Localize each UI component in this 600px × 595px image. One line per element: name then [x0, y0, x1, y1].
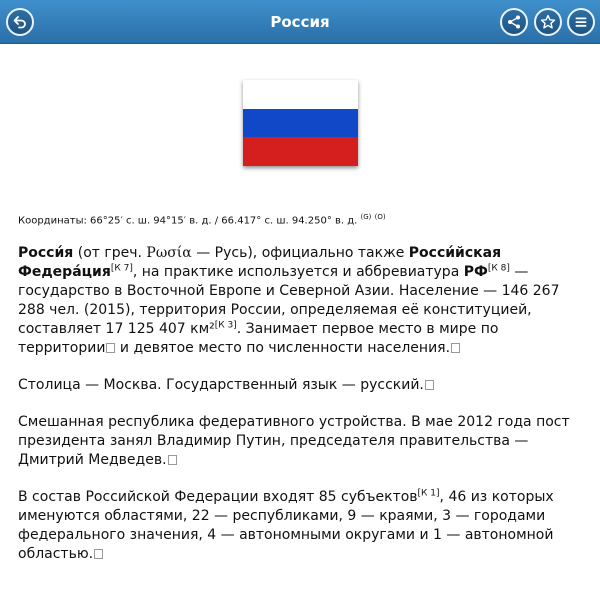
- greek-word: Ρωσία: [146, 245, 192, 261]
- footnote-ref[interactable]: [К 7]: [110, 263, 133, 274]
- text-span: — Русь), официально также: [191, 245, 409, 261]
- text-span: Смешанная республика федеративного устройства. В мае 2012 года пост президента занял Владимир Путин, председателя правительства — Дмитрий Медведев.: [18, 414, 570, 468]
- text-span: и девятое место по численности населения.: [115, 340, 451, 356]
- menu-icon: [573, 14, 589, 30]
- missing-glyph-box: [425, 380, 434, 390]
- article-paragraph-subjects: [18, 488, 583, 564]
- flag-stripe-white: [243, 80, 358, 109]
- text-span: — государство в Восточной Европе и Северной Азии. Население — 146 267 288 чел. (2015), территория России, определяемая её конституцией, составляет 17 125 407 км²: [18, 264, 560, 337]
- missing-glyph-box: [168, 455, 177, 465]
- missing-glyph-box: [94, 549, 103, 559]
- footnote-ref[interactable]: [К 1]: [417, 488, 440, 499]
- star-icon: [540, 14, 556, 30]
- term-official-name: Росси́йская Федера́ция: [18, 245, 502, 280]
- menu-button[interactable]: [567, 8, 595, 36]
- coordinates-google-link[interactable]: (G): [360, 213, 372, 221]
- share-icon: [506, 14, 522, 30]
- coordinates-osm-link[interactable]: (O): [374, 213, 386, 221]
- coordinates-label: Координаты:: [18, 215, 87, 227]
- russia-flag-image: [243, 80, 358, 166]
- coordinates-separator: /: [211, 215, 222, 227]
- coordinates-line: [18, 213, 386, 226]
- text-span: В состав Российской Федерации входят 85 субъектов: [18, 489, 418, 505]
- term-rf: РФ: [463, 264, 488, 280]
- favorite-button[interactable]: [534, 8, 562, 36]
- text-span: . Занимает первое место в мире по территории: [18, 321, 499, 356]
- text-span: , 46 из которых именуются областями, 22 — республиками, 9 — краями, 3 — городами федерального значения, 4 — автономными округами и 1 — автономной областью.: [18, 489, 554, 562]
- term-rossiya: Росси́я: [18, 245, 74, 261]
- coordinates-decimal[interactable]: 66.417° с. ш. 94.250° в. д.: [221, 215, 358, 227]
- article-paragraph-capital: [18, 376, 583, 395]
- top-app-bar: [0, 0, 600, 44]
- missing-glyph-box: [451, 343, 460, 353]
- text-span: (от греч.: [73, 245, 147, 261]
- flag-stripe-blue: [243, 109, 358, 138]
- text-span: Столица — Москва. Государственный язык — русский.: [18, 377, 424, 393]
- footnote-ref[interactable]: [К 3]: [214, 320, 237, 331]
- article-paragraph-government: [18, 413, 583, 470]
- text-span: , на практике используется и аббревиатура: [132, 264, 464, 280]
- flag-stripe-red: [243, 137, 358, 166]
- article-body: [18, 244, 583, 582]
- coordinates-dms[interactable]: 66°25′ с. ш. 94°15′ в. д.: [90, 215, 212, 227]
- footnote-ref[interactable]: [К 8]: [487, 263, 510, 274]
- share-button[interactable]: [500, 8, 528, 36]
- article-paragraph-intro: [18, 244, 583, 358]
- page-title: Россия: [270, 13, 330, 31]
